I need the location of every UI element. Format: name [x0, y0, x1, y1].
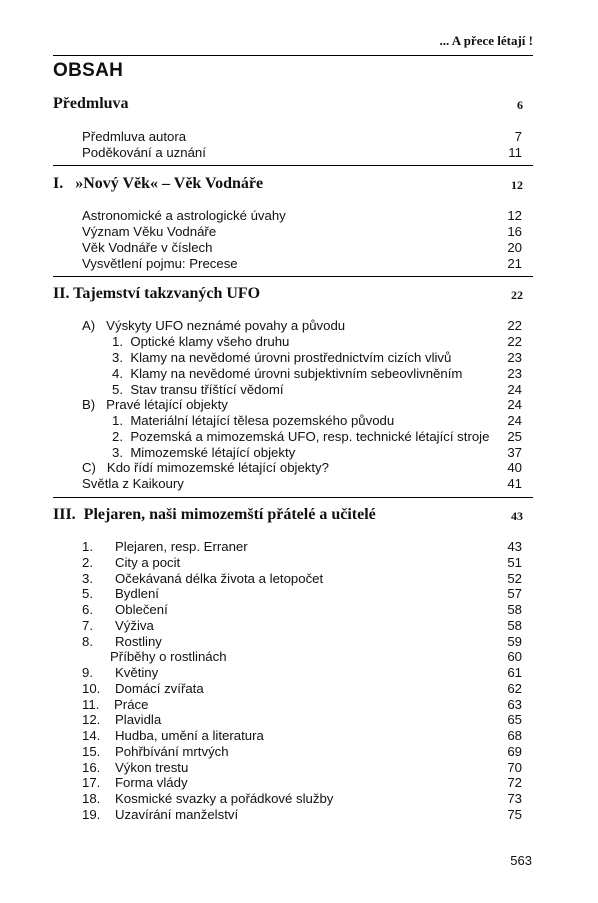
toc-entry-text: C) Kdo řídí mimozemské létající objekty?: [82, 460, 329, 475]
toc-entry: [82, 791, 522, 807]
toc-entry-text: A) Výskyty UFO neznámé povahy a původu: [82, 318, 346, 333]
section-page: 12: [511, 178, 523, 192]
toc-entry: [82, 224, 522, 240]
section-page: 43: [511, 509, 523, 523]
toc-entry-page: 24: [507, 397, 522, 412]
toc-entry-page: 61: [507, 665, 522, 680]
section-heading: [53, 506, 523, 528]
toc-entry: [82, 460, 522, 476]
running-head: ... A přece létají !: [439, 33, 533, 48]
toc-title: OBSAH: [53, 60, 124, 81]
toc-entry-text: 9. Květiny: [82, 665, 159, 680]
toc-entry-text: 14. Hudba, umění a literatura: [82, 728, 264, 743]
toc-entry-page: 60: [507, 649, 522, 664]
toc-entry: [82, 397, 522, 413]
toc-entry: [82, 571, 522, 587]
toc-entry: [82, 634, 522, 650]
toc-entry-page: 7: [514, 129, 522, 144]
toc-entry-text: 4. Klamy na nevědomé úrovni subjektivním sebeovlivněním: [112, 366, 463, 381]
toc-entry: [82, 555, 522, 571]
toc-entry-page: 68: [507, 728, 522, 743]
toc-entry-page: 57: [507, 586, 522, 601]
toc-entry: [82, 665, 522, 681]
toc-entry-page: 70: [507, 760, 522, 775]
toc-entry-page: 11: [508, 145, 522, 160]
section-rule: [53, 165, 533, 166]
toc-entry-text: 15. Pohřbívání mrtvých: [82, 744, 229, 759]
toc-entry-page: 41: [507, 476, 522, 491]
toc-entry-text: Světla z Kaikoury: [82, 476, 184, 491]
section-heading: [53, 285, 523, 307]
section-title: II. Tajemství takzvaných UFO: [53, 285, 261, 302]
toc-entry: [82, 618, 522, 634]
section-rule: [53, 497, 533, 498]
toc-entry-text: 3. Mimozemské létající objekty: [112, 445, 296, 460]
section-heading: [53, 95, 523, 117]
toc-entry: [82, 775, 522, 791]
toc-entry: [82, 539, 522, 555]
toc-entry-page: 37: [507, 445, 522, 460]
section-page: 6: [517, 98, 523, 112]
section-title: I. »Nový Věk« – Věk Vodnáře: [53, 175, 264, 192]
toc-entry-page: 24: [507, 382, 522, 397]
toc-entry-page: 51: [507, 555, 522, 570]
toc-entry-page: 40: [507, 460, 522, 475]
toc-entry: [82, 145, 522, 161]
toc-entry: [82, 712, 522, 728]
toc-entry: [112, 334, 522, 350]
toc-entry-text: 1. Materiální létající tělesa pozemského původu: [112, 413, 395, 428]
toc-entry-page: 73: [507, 791, 522, 806]
toc-entry-text: 18. Kosmické svazky a pořádkové služby: [82, 791, 334, 806]
toc-entry: [82, 256, 522, 272]
toc-entry: [82, 602, 522, 618]
section-title: III. Plejaren, naši mimozemští přátelé a učitelé: [53, 506, 376, 523]
toc-entry-page: 24: [507, 413, 522, 428]
toc-entry: [82, 208, 522, 224]
toc-entry-text: 3. Očekávaná délka života a letopočet: [82, 571, 324, 586]
header-rule: [53, 55, 533, 56]
toc-entry: [82, 240, 522, 256]
toc-entry: [82, 681, 522, 697]
section-heading: [53, 175, 523, 197]
toc-entry: [82, 807, 522, 823]
toc-entry-text: Vysvětlení pojmu: Precese: [82, 256, 238, 271]
toc-entry-page: 58: [507, 602, 522, 617]
page-number: 563: [510, 853, 532, 868]
toc-entry-page: 58: [507, 618, 522, 633]
toc-entry-page: 22: [507, 318, 522, 333]
toc-entry-text: 1. Optické klamy všeho druhu: [112, 334, 290, 349]
section-title: Předmluva: [53, 95, 129, 112]
toc-entry-page: 23: [507, 350, 522, 365]
toc-entry-page: 12: [507, 208, 522, 223]
section-page: 22: [511, 288, 523, 302]
toc-entry-text: 10. Domácí zvířata: [82, 681, 204, 696]
toc-entry: [110, 649, 522, 665]
toc-entry-text: Význam Věku Vodnáře: [82, 224, 217, 239]
toc-entry-page: 20: [507, 240, 522, 255]
toc-entry: [112, 350, 522, 366]
toc-entry-text: Příběhy o rostlinách: [110, 649, 227, 664]
toc-entry-text: 8. Rostliny: [82, 634, 162, 649]
toc-entry-text: 1. Plejaren, resp. Erraner: [82, 539, 248, 554]
section-rule: [53, 276, 533, 277]
toc-entry-page: 62: [507, 681, 522, 696]
toc-entry: [82, 697, 522, 713]
toc-entry-page: 65: [507, 712, 522, 727]
toc-entry-page: 22: [507, 334, 522, 349]
toc-entry-page: 63: [507, 697, 522, 712]
toc-entry-text: 16. Výkon trestu: [82, 760, 189, 775]
toc-entry: [82, 318, 522, 334]
toc-entry-text: 6. Oblečení: [82, 602, 168, 617]
toc-entry-text: 2. Pozemská a mimozemská UFO, resp. technické létající stroje: [112, 429, 490, 444]
toc-entry-text: 19. Uzavírání manželství: [82, 807, 239, 822]
toc-entry-text: B) Pravé létající objekty: [82, 397, 228, 412]
toc-entry-text: 17. Forma vlády: [82, 775, 188, 790]
toc-entry-text: Předmluva autora: [82, 129, 187, 144]
toc-entry: [82, 129, 522, 145]
toc-entry-text: 5. Bydlení: [82, 586, 159, 601]
toc-entry-text: 7. Výživa: [82, 618, 154, 633]
toc-entry-page: 52: [507, 571, 522, 586]
toc-entry-text: Poděkování a uznání: [82, 145, 206, 160]
toc-entry: [82, 760, 522, 776]
toc-entry: [112, 429, 522, 445]
toc-entry-page: 21: [507, 256, 522, 271]
toc-entry-page: 43: [507, 539, 522, 554]
toc-entry: [82, 728, 522, 744]
toc-entry-page: 75: [507, 807, 522, 822]
toc-entry-text: 3. Klamy na nevědomé úrovni prostřednictvím cizích vlivů: [112, 350, 452, 365]
toc-entry-text: 5. Stav transu tříštící vědomí: [112, 382, 284, 397]
toc-entry: [82, 476, 522, 492]
toc-entry-text: 12. Plavidla: [82, 712, 162, 727]
toc-entry-page: 59: [507, 634, 522, 649]
toc-entry-page: 72: [507, 775, 522, 790]
toc-entry: [112, 366, 522, 382]
toc-entry: [112, 413, 522, 429]
toc-entry: [112, 382, 522, 398]
toc-entry-page: 69: [507, 744, 522, 759]
toc-entry-text: Astronomické a astrologické úvahy: [82, 208, 286, 223]
toc-entry: [82, 586, 522, 602]
toc-entry: [82, 744, 522, 760]
toc-entry-page: 25: [507, 429, 522, 444]
toc-entry-text: Věk Vodnáře v číslech: [82, 240, 213, 255]
toc-entry: [112, 445, 522, 461]
toc-entry-page: 23: [507, 366, 522, 381]
toc-entry-text: 11. Práce: [82, 697, 149, 712]
toc-entry-text: 2. City a pocit: [82, 555, 181, 570]
toc-entry-page: 16: [507, 224, 522, 239]
